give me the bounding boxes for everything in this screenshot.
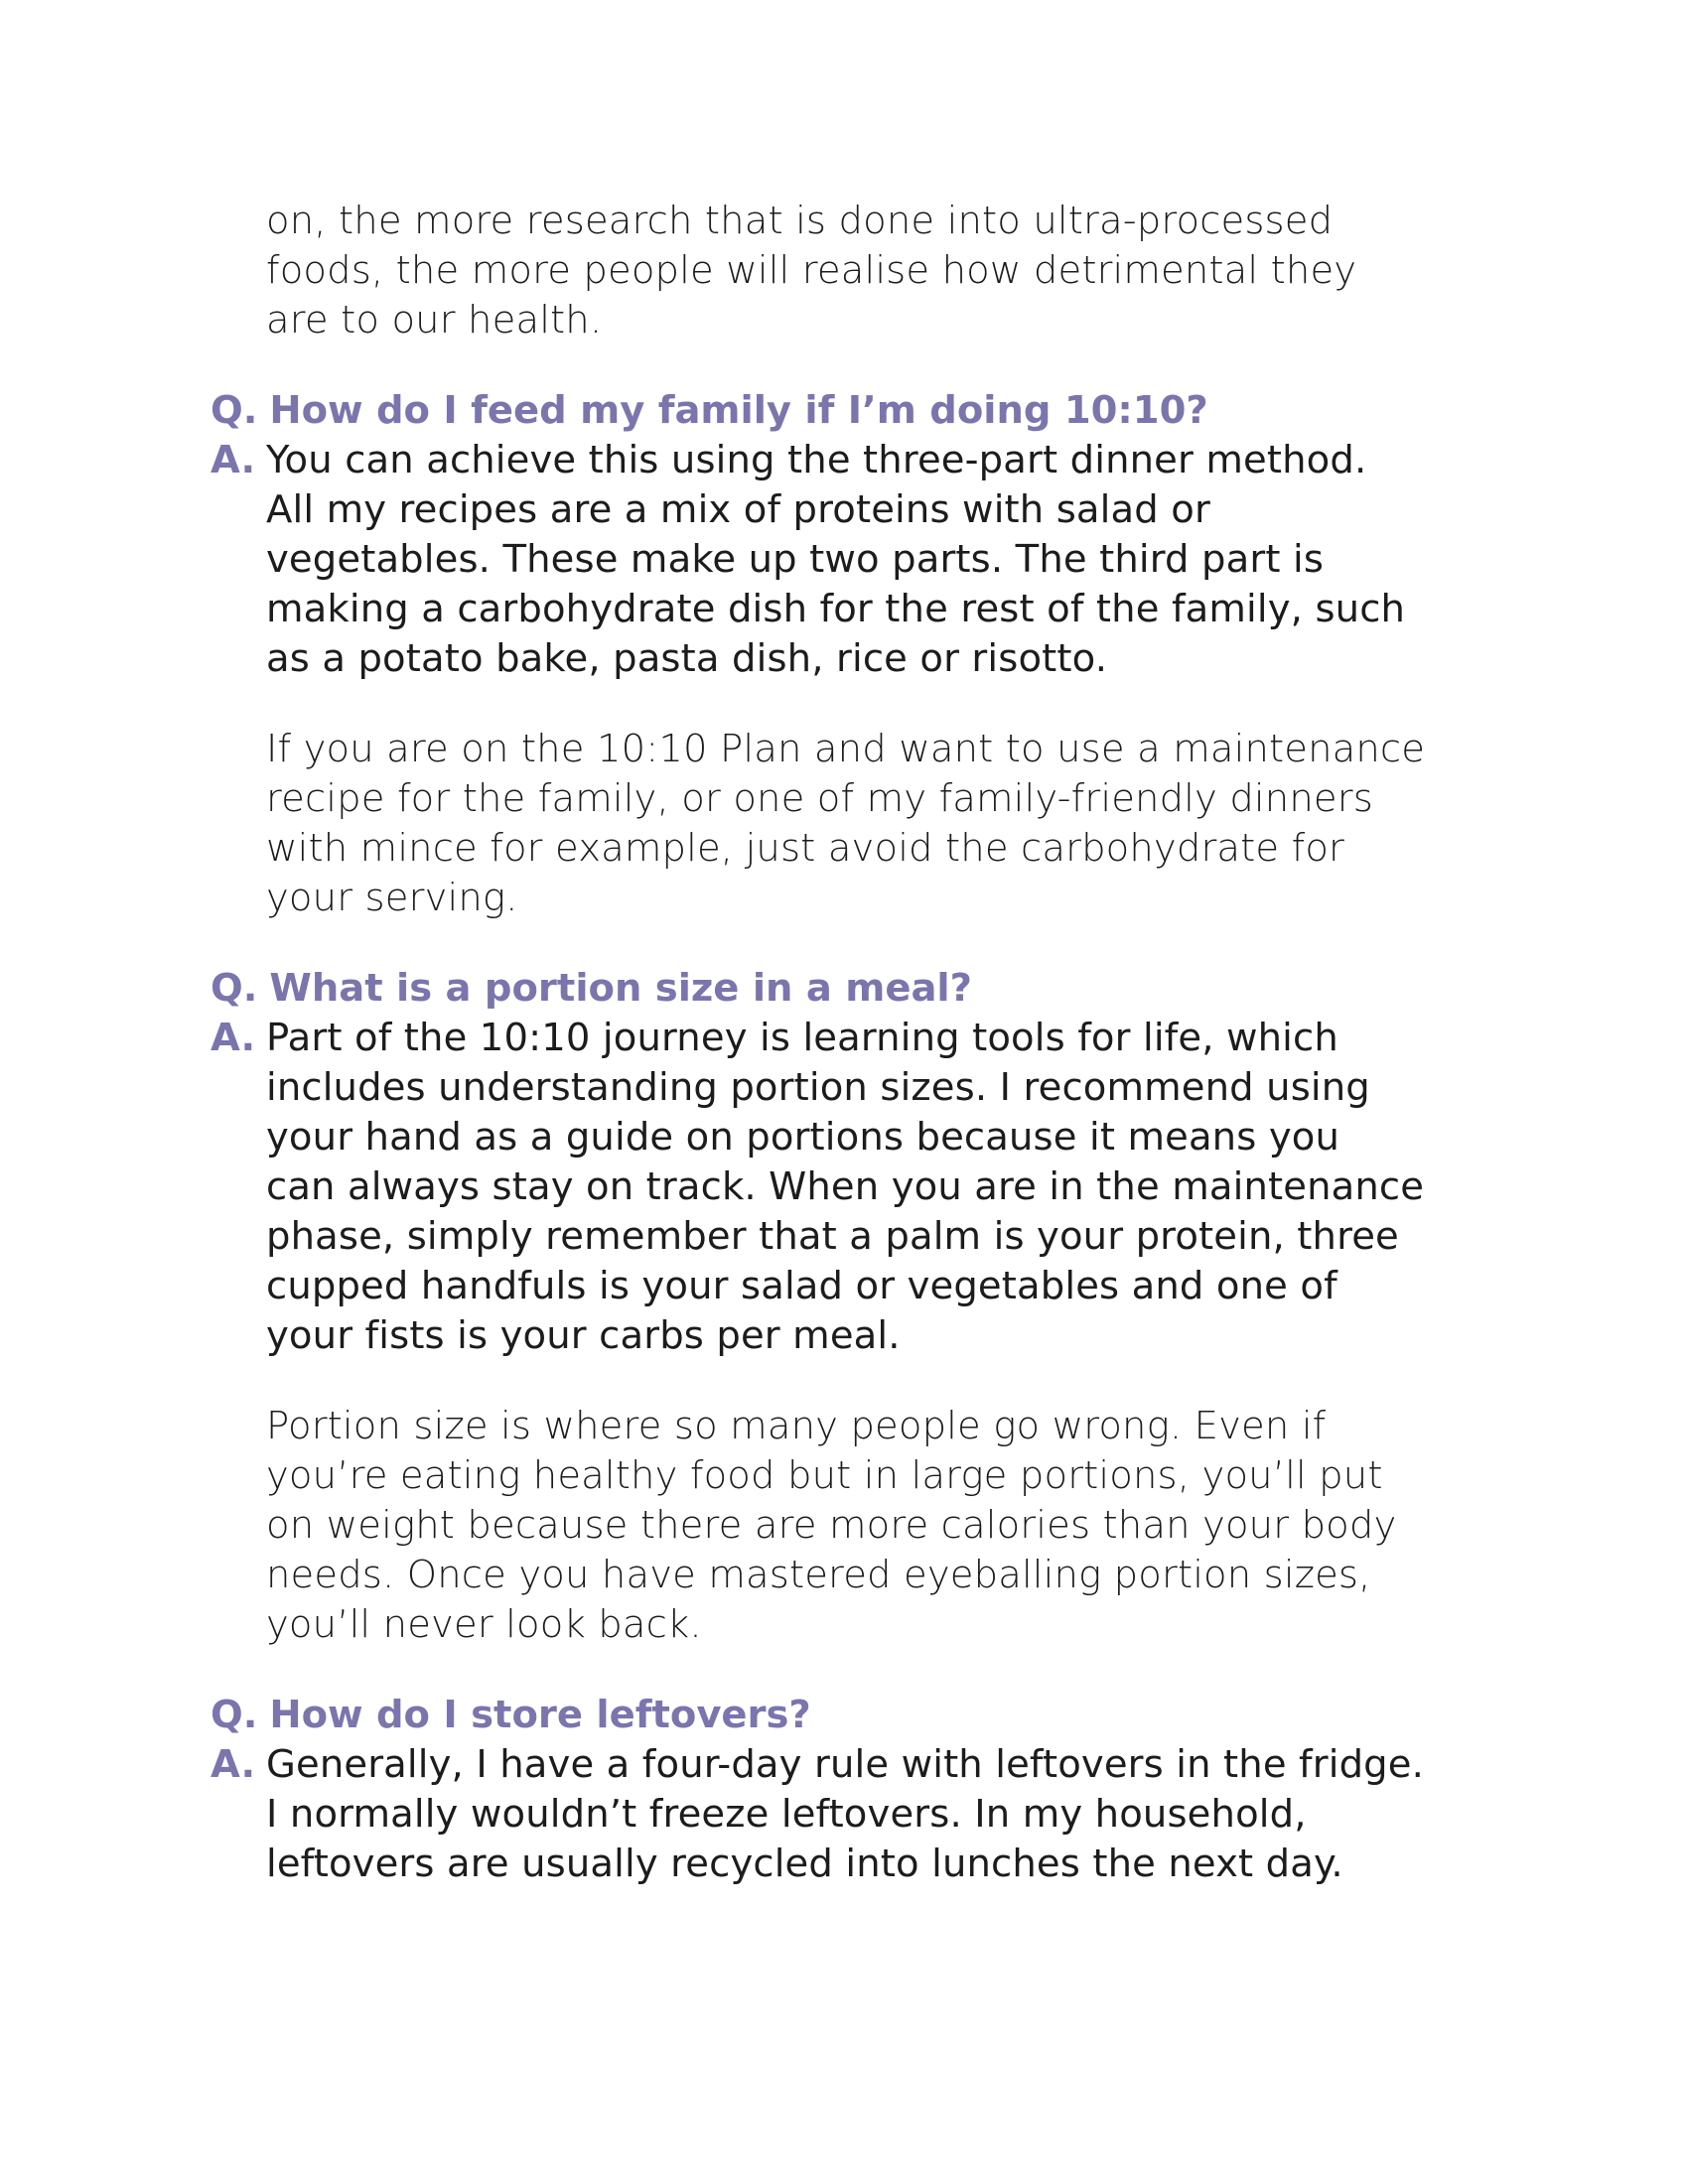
answer-paragraph <box>266 1740 1501 1889</box>
answer-block <box>211 1014 1501 1361</box>
text-line: you’ll never look back. <box>266 1602 702 1647</box>
text-line: If you are on the 10:10 Plan and want to use a maintenance <box>266 727 1426 771</box>
question-text: What is a portion size in a meal? <box>269 966 972 1011</box>
text-line: phase, simply remember that a palm is your protein, three <box>266 1214 1399 1259</box>
text-line: All my recipes are a mix of proteins with salad or <box>266 487 1210 532</box>
answer-marker: A. <box>211 1016 256 1060</box>
answer-paragraph <box>266 1014 1501 1361</box>
intro-paragraph <box>266 197 1501 345</box>
text-line: recipe for the family, or one of my family-friendly dinners <box>266 776 1373 821</box>
question-heading <box>211 386 1501 436</box>
text-line: Part of the 10:10 journey is learning tools for life, which <box>266 1016 1338 1060</box>
text-line: foods, the more people will realise how detrimental they <box>266 248 1357 293</box>
answer-marker: A. <box>211 438 256 482</box>
text-line: includes understanding portion sizes. I recommend using <box>266 1065 1370 1110</box>
text-line: Portion size is where so many people go wrong. Even if <box>266 1404 1327 1448</box>
text-line: your hand as a guide on portions because it means you <box>266 1115 1340 1160</box>
text-line: are to our health. <box>266 298 603 342</box>
text-line: you’re eating healthy food but in large portions, you’ll put <box>266 1453 1383 1498</box>
answer-block <box>211 1740 1501 1889</box>
text-line: You can achieve this using the three-part dinner method. <box>266 438 1367 482</box>
answer-extra-paragraph <box>266 1402 1501 1650</box>
question-text: How do I feed my family if I’m doing 10:10? <box>269 388 1208 433</box>
text-line: needs. Once you have mastered eyeballing portion sizes, <box>266 1553 1371 1597</box>
text-line: on, the more research that is done into ultra-processed <box>266 199 1334 243</box>
answer-marker: A. <box>211 1742 256 1787</box>
text-line: on weight because there are more calories than your body <box>266 1503 1397 1548</box>
text-line: vegetables. These make up two parts. The third part is <box>266 537 1325 582</box>
question-marker: Q. <box>211 388 258 433</box>
text-line: can always stay on track. When you are in the maintenance <box>266 1164 1425 1209</box>
text-line: as a potato bake, pasta dish, rice or risotto. <box>266 636 1108 681</box>
text-line: your serving. <box>266 876 518 920</box>
question-marker: Q. <box>211 1693 258 1737</box>
question-marker: Q. <box>211 966 258 1011</box>
question-heading <box>211 964 1501 1014</box>
answer-paragraph <box>266 436 1501 684</box>
text-line: leftovers are usually recycled into lunches the next day. <box>266 1842 1343 1886</box>
text-line: Generally, I have a four-day rule with leftovers in the fridge. <box>266 1742 1424 1787</box>
text-line: with mince for example, just avoid the carbohydrate for <box>266 826 1345 871</box>
faq-content <box>211 197 1501 1889</box>
text-line: cupped handfuls is your salad or vegetables and one of <box>266 1264 1337 1308</box>
question-text: How do I store leftovers? <box>269 1693 811 1737</box>
text-line: your fists is your carbs per meal. <box>266 1313 901 1358</box>
text-line: making a carbohydrate dish for the rest of the family, such <box>266 587 1406 631</box>
question-heading <box>211 1691 1501 1740</box>
answer-block <box>211 436 1501 684</box>
answer-extra-paragraph <box>266 725 1501 923</box>
text-line: I normally wouldn’t freeze leftovers. In my household, <box>266 1792 1307 1837</box>
